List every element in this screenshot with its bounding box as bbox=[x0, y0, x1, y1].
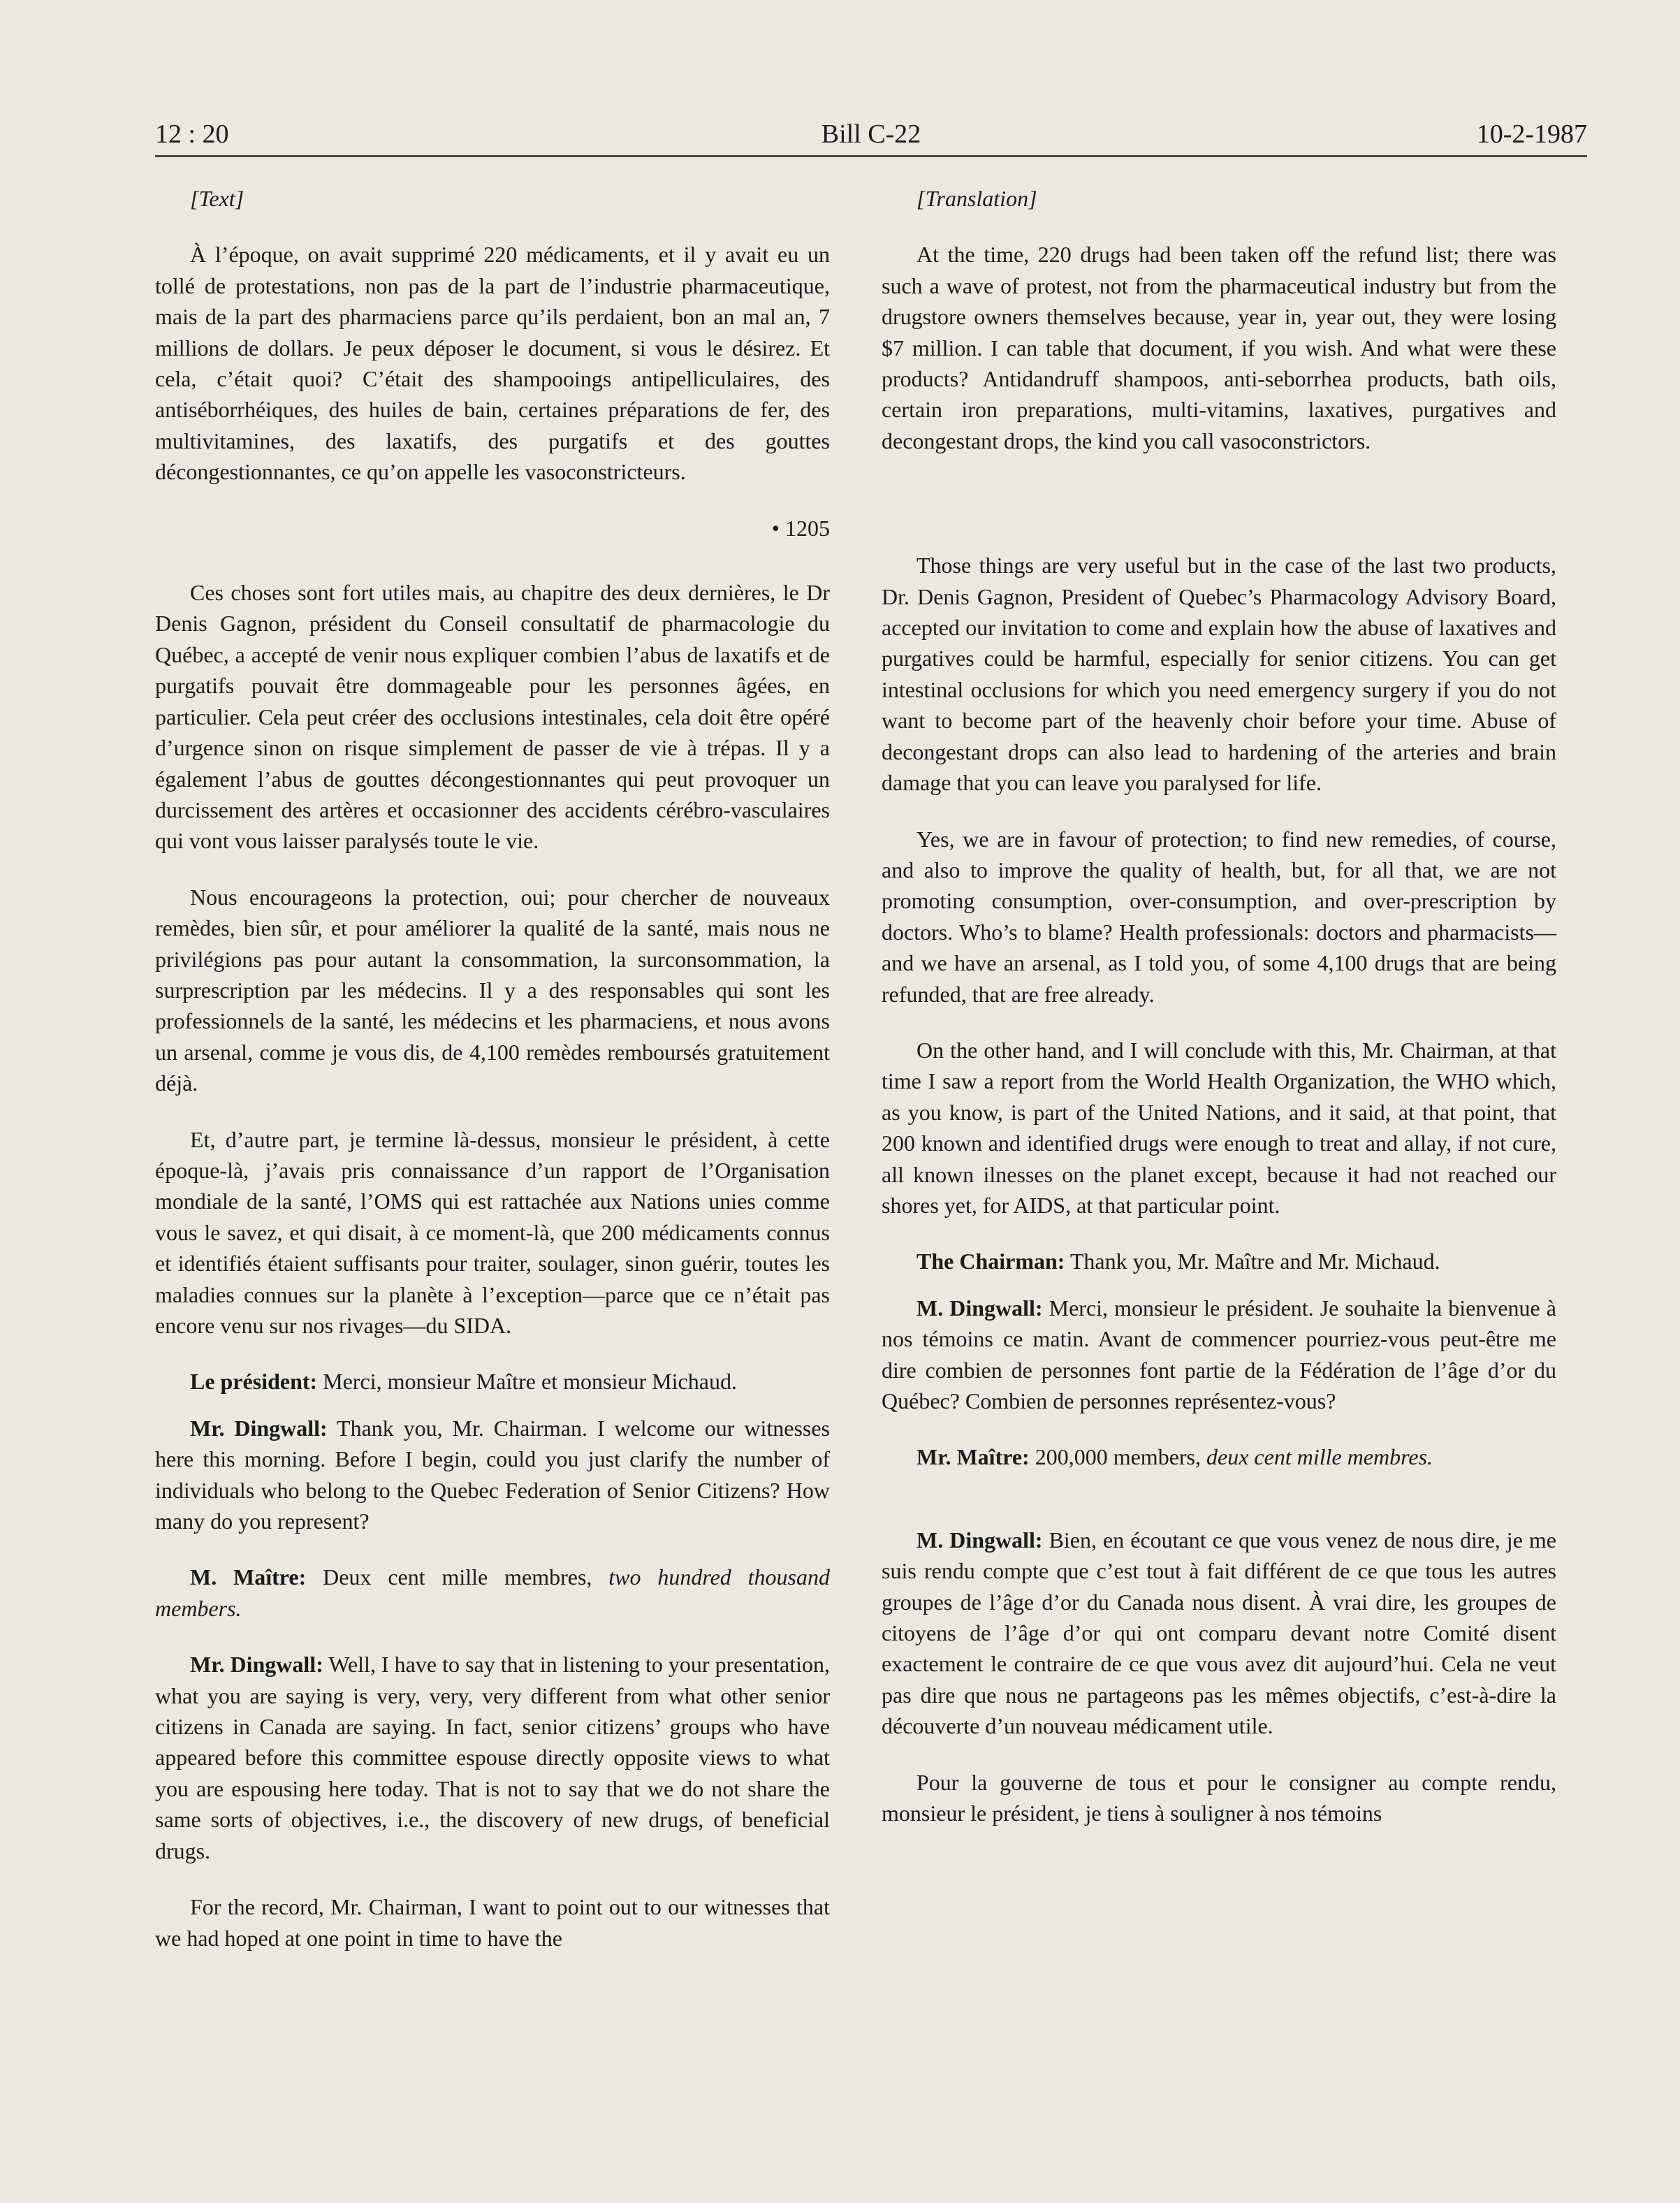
left-column-french-original bbox=[155, 183, 830, 1979]
paragraph: Nous encourageons la protection, oui; pour chercher de nouveaux remèdes, bien sûr, et pour améliorer la qualité de la santé, mais nous ne privilégions pas pour autant la consommation, la surconsommation, la surprescription par les médecins. Il y a des responsables qui sont les professionnels de la santé, les médecins et les pharmaciens, et nous avons un arsenal, comme je vous dis, de 4,100 remèdes remboursés gratuitement déjà. bbox=[155, 884, 830, 1096]
speaker-name: M. Maître: bbox=[190, 1564, 307, 1590]
speaker-paragraph bbox=[882, 1293, 1556, 1417]
speaker-name: Mr. Dingwall: bbox=[190, 1652, 323, 1678]
translation-tag: [Translation] bbox=[916, 186, 1037, 211]
time-marker: • 1205 bbox=[771, 515, 830, 541]
paragraph: For the record, Mr. Chairman, I want to point out to our witnesses that we had hoped at one point in time to have the bbox=[155, 1894, 830, 1951]
speaker-name: M. Dingwall: bbox=[916, 1527, 1043, 1553]
paragraph: Pour la gouverne de tous et pour le consigner au compte rendu, monsieur le président, je tiens à souligner à nos témoins bbox=[882, 1769, 1556, 1826]
speech-text: Thank you, Mr. Chairman. I welcome our witnesses here this morning. Before I begin, could you just clarify the number of individuals who belong to the Quebec Federation of Senior Citizens? How many do you represent? bbox=[155, 1415, 830, 1534]
speaker-name: The Chairman: bbox=[916, 1249, 1065, 1274]
speaker-name: Le président: bbox=[190, 1369, 318, 1395]
page-date: 10-2-1987 bbox=[1476, 119, 1587, 149]
speaker-name: M. Dingwall: bbox=[916, 1295, 1043, 1321]
speech-text: Merci, monsieur le président. Je souhaite la bienvenue à nos témoins ce matin. Avant de commencer pourriez-vous peut-être me dire combien de personnes font partie de la Fédération de l’âge d’or du Québec? Combien de personnes représentez-vous? bbox=[882, 1295, 1556, 1413]
speech-text: Thank you, Mr. Maître and Mr. Michaud. bbox=[1065, 1249, 1440, 1274]
spacer bbox=[882, 1498, 1556, 1525]
bill-title: Bill C-22 bbox=[821, 119, 921, 149]
speech-text: Bien, en écoutant ce que vous venez de nous dire, je me suis rendu compte que c’est tout à fait différent de ce que tous les autres groupes de l’âge d’or du Canada nous disent. À vrai dire, les groupes de citoyens de l’âge d’or qui ont comparu devant notre Comité disent exactement le contraire de ce que vous avez dit aujourd’hui. Cela ne veut pas dire que nous ne partageons pas les mêmes objectifs, c’est-à-dire la découverte d’un nouveau médicament utile. bbox=[882, 1527, 1557, 1739]
paragraph: À l’époque, on avait supprimé 220 médicaments, et il y avait eu un tollé de protestations, non pas de la part de l’industrie pharmaceutique, mais de la part des pharmaciens parce qu’ils perdaient, bon an mal an, 7 millions de dollars. Je peux déposer le document, si vous le désirez. Et cela, c’était quoi? C’était des shampooings antipelliculaires, des antiséborrhéiques, des huiles de bain, certaines préparations de fer, des multivitamines, des laxatifs, des purgatifs et des gouttes décongestionnantes, ce qu’on appelle les vasoconstricteurs. bbox=[155, 242, 830, 485]
text-tag: [Text] bbox=[190, 186, 244, 211]
speaker-name: Mr. Dingwall: bbox=[190, 1415, 328, 1441]
paragraph: Yes, we are in favour of protection; to find new remedies, of course, and also to improve the quality of health, but, for all that, we are not promoting consumption, over-consumption, and over-prescription by doctors. Who’s to blame? Health professionals: doctors and pharmacists—and we have an arsenal, as I told you, of some 4,100 drugs that are being refunded, that are free already. bbox=[882, 826, 1556, 1007]
speech-text: 200,000 members, bbox=[1029, 1444, 1206, 1470]
speech-italic-translation: two hundred thousand members. bbox=[155, 1564, 831, 1621]
speaker-paragraph bbox=[155, 1649, 830, 1866]
speaker-paragraph bbox=[155, 1562, 830, 1624]
paragraph: Those things are very useful but in the case of the last two products, Dr. Denis Gagnon, President of Quebec’s Pharmacology Advisory Board, accepted our invitation to come and explain how the abuse of laxatives and purgatives could be harmful, especially for senior citizens. You can get intestinal occlusions for which you need emergency surgery if you do not want to become part of the heavenly choir before your time. Abuse of decongestant drops can also lead to hardening of the arteries and brain damage that you can leave you paralysed for life. bbox=[882, 553, 1556, 796]
speaker-paragraph bbox=[882, 1525, 1556, 1742]
speaker-paragraph bbox=[155, 1366, 830, 1397]
speaker-paragraph bbox=[155, 1413, 830, 1537]
speaker-paragraph bbox=[882, 1246, 1556, 1277]
speech-text: Merci, monsieur Maître et monsieur Michaud. bbox=[317, 1369, 737, 1395]
header-rule bbox=[155, 155, 1587, 157]
paragraph: On the other hand, and I will conclude with this, Mr. Chairman, at that time I saw a report from the World Health Organization, the WHO which, as you know, is part of the United Nations, and it said, at that point, that 200 known and identified drugs were enough to treat and allay, if not cure, all known ilnesses on the planet except, because it had not reached our shores yet, for AIDS, at that particular point. bbox=[882, 1037, 1556, 1218]
paragraph: At the time, 220 drugs had been taken off the refund list; there was such a wave of protest, not from the pharmaceutical industry but from the drugstore owners themselves because, year in, year out, they were losing $7 million. I can table that document, if you wish. And what were these products? Antidandruff shampoos, anti-seborrhea products, bath oils, certain iron preparations, multi-vitamins, laxatives, purgatives and decongestant drops, the kind you call vasoconstrictors. bbox=[882, 242, 1556, 453]
paragraph: Et, d’autre part, je termine là-dessus, monsieur le président, à cette époque-là, j’avais pris connaissance d’un rapport de l’Organisation mondiale de la santé, l’OMS qui est rattachée aux Nations unies comme vous le savez, et qui disait, à ce moment-là, que 200 médicaments connus et identifiés étaient suffisants pour traiter, soulager, sinon guérir, toutes les maladies connues sur la planète à l’exception—parce que ce n’était pas encore venu sur nos rivages—du SIDA. bbox=[155, 1126, 830, 1338]
paragraph: Ces choses sont fort utiles mais, au chapitre des deux dernières, le Dr Denis Gagnon, président du Conseil consultatif de pharmacologie du Québec, a accepté de venir nous expliquer combien l’abus de laxatifs et de purgatifs pouvait être dommageable pour les personnes âgées, en particulier. Cela peut créer des occlusions intestinales, cela doit être opéré d’urgence sinon on risque simplement de passer de vie à trépas. Il y a également l’abus de gouttes décongestionnantes qui peut provoquer un durcissement des artères et occasionner des accidents cérébro-vasculaires qui vont vous laisser paralysés toute le vie. bbox=[155, 580, 830, 854]
speaker-name: Mr. Maître: bbox=[916, 1444, 1030, 1470]
speech-text: Well, I have to say that in listening to your presentation, what you are saying is very, very, very different from what other senior citizens in Canada are saying. In fact, senior citizens’ groups who have appeared before this committee espouse directly opposite views to what you are espousing here today. That is not to say that we do not share the same sorts of objectives, i.e., the discovery of new drugs, of beneficial drugs. bbox=[155, 1652, 831, 1863]
page-number: 12 : 20 bbox=[155, 119, 229, 149]
page-header bbox=[155, 112, 1587, 157]
speech-italic-translation: deux cent mille membres. bbox=[1206, 1444, 1433, 1470]
speaker-paragraph bbox=[882, 1441, 1556, 1472]
right-column-translation bbox=[882, 183, 1556, 1854]
speech-text: Deux cent mille membres, bbox=[306, 1564, 609, 1590]
spacer bbox=[882, 481, 1556, 550]
